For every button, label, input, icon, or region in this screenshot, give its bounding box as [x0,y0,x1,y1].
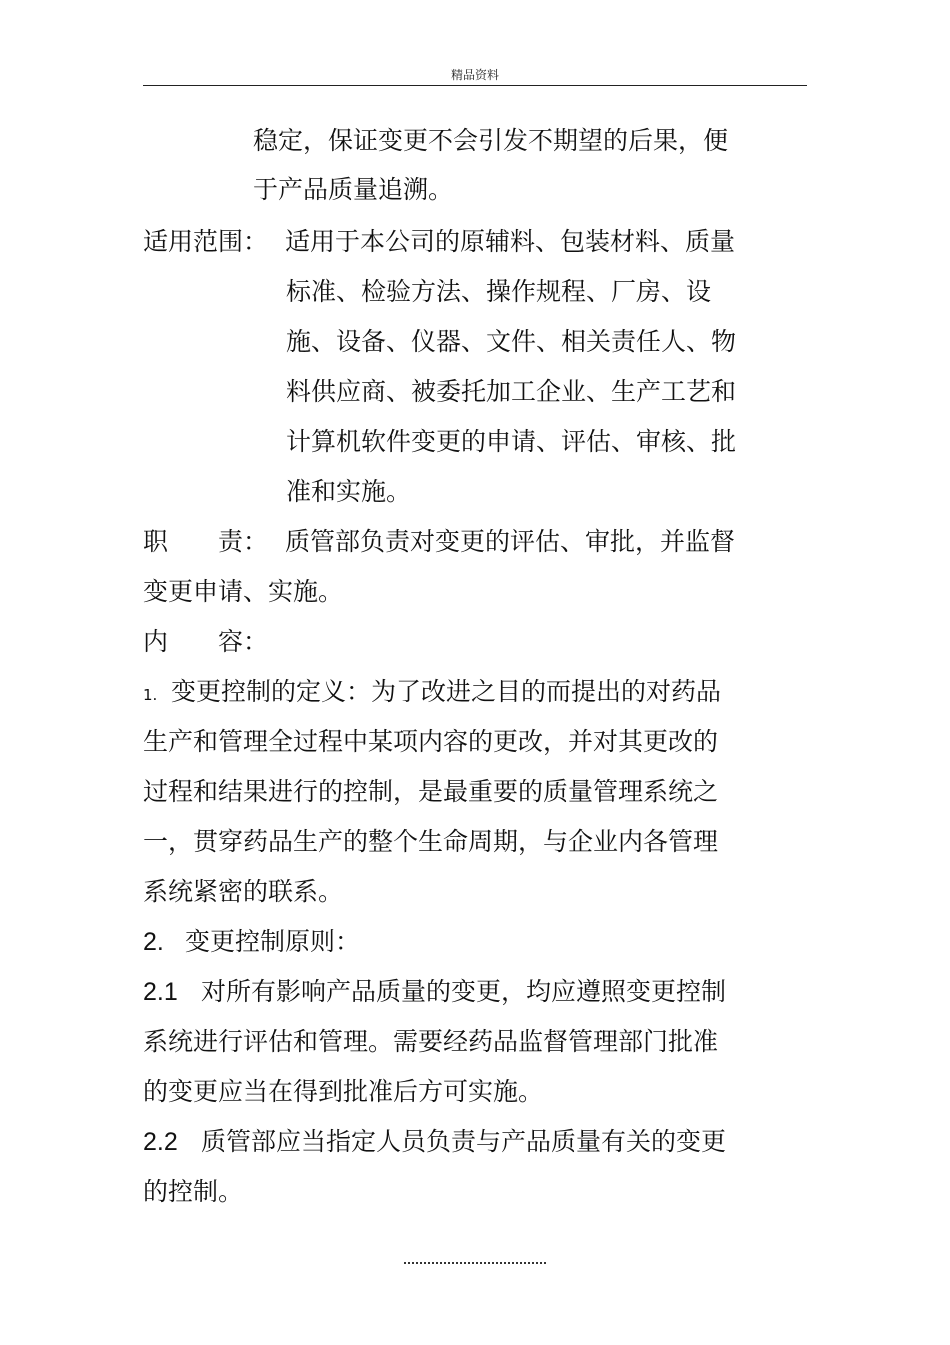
scope-term: 适用范围： [143,227,269,256]
sec1-line-4: 一，贯穿药品生产的整个生命周期，与企业内各管理 [143,827,719,856]
sec1-line-3: 过程和结果进行的控制，是最重要的质量管理系统之 [143,777,719,806]
sec22-row [143,1127,726,1157]
content-term: 内 容： [143,627,269,656]
intro-line-1: 稳定，保证变更不会引发不期望的后果，便 [253,126,729,155]
sec2-row [143,927,360,957]
scope-line-1: 适用于本公司的原辅料、包装材料、质量 [285,227,736,256]
sec21-line-3: 的变更应当在得到批准后方可实施。 [143,1077,544,1106]
sec22-line-1: 质管部应当指定人员负责与产品质量有关的变更 [201,1127,727,1156]
sec1-line-5: 系统紧密的联系。 [143,877,344,906]
sec1-line-1: 变更控制的定义：为了改进之目的而提出的对药品 [171,677,722,706]
sec1-line-2: 生产和管理全过程中某项内容的更改，并对其更改的 [143,727,719,756]
scope-line-4: 料供应商、被委托加工企业、生产工艺和 [286,377,737,406]
scope-line-6: 准和实施。 [286,477,412,506]
sec2-number: 2. [143,928,164,956]
sec1-row [143,677,721,710]
scope-row [143,227,735,257]
sec2-text: 变更控制原则： [185,927,361,956]
scope-line-3: 施、设备、仪器、文件、相关责任人、物 [286,327,737,356]
sec21-number: 2.1 [143,978,178,1006]
duty-term: 职 责： [143,527,269,556]
footer-dotted-rule [404,1262,546,1264]
intro-line-2: 于产品质量追溯。 [253,175,454,204]
sec21-line-1: 对所有影响产品质量的变更，均应遵照变更控制 [201,977,727,1006]
sec22-number: 2.2 [143,1128,178,1156]
page-header-label: 精品资料 [450,68,499,82]
duty-row [143,527,735,557]
scope-line-2: 标准、检验方法、操作规程、厂房、设 [286,277,712,306]
sec21-line-2: 系统进行评估和管理。需要经药品监督管理部门批准 [143,1027,719,1056]
header-divider [143,85,807,86]
duty-line-2: 变更申请、实施。 [143,577,344,606]
sec21-row [143,977,726,1007]
sec1-number: 1. [143,686,158,704]
scope-line-5: 计算机软件变更的申请、评估、审核、批 [286,427,737,456]
sec22-line-2: 的控制。 [143,1177,244,1206]
duty-line-1: 质管部负责对变更的评估、审批，并监督 [285,527,736,556]
